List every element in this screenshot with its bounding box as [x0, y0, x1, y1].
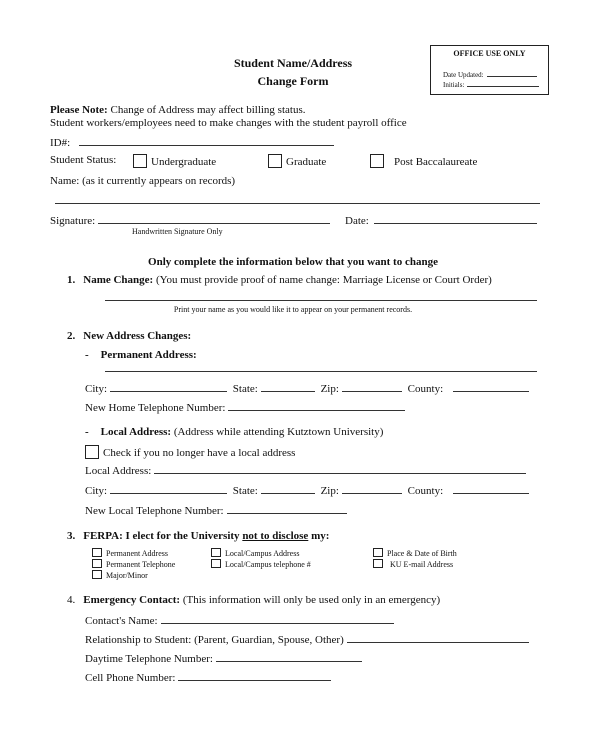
signature-label: Signature:	[50, 215, 96, 227]
city-label: City:	[85, 383, 108, 395]
section-2-number: 2.	[67, 330, 76, 342]
ferpa-option-label: Local/Campus telephone #	[225, 560, 311, 569]
local-city-field[interactable]	[110, 484, 227, 494]
local-address-label: Local Address:	[100, 426, 172, 438]
undergraduate-label: Undergraduate	[151, 156, 217, 168]
initials-label: Initials:	[443, 81, 465, 89]
name-label: Name: (as it currently appears on records)	[50, 175, 236, 187]
home-tel-label: New Home Telephone Number:	[85, 402, 226, 414]
state-label: State:	[232, 485, 258, 497]
perm-city-field[interactable]	[110, 382, 227, 392]
cell-phone-field[interactable]	[178, 671, 331, 681]
ferpa-option-label: Major/Minor	[106, 571, 148, 580]
perm-county-field[interactable]	[453, 382, 529, 392]
county-label: County:	[407, 383, 444, 395]
relationship-label: Relationship to Student: (Parent, Guardian, Spouse, Other)	[85, 634, 344, 646]
ferpa-option-label: KU E-mail Address	[390, 560, 454, 569]
local-address-field[interactable]	[154, 464, 526, 474]
post-bacc-label: Post Baccalaureate	[394, 156, 478, 168]
relationship-field[interactable]	[347, 633, 529, 643]
ferpa-permanent-address-checkbox[interactable]	[92, 548, 102, 557]
dash: -	[85, 349, 89, 361]
state-label: State:	[232, 383, 258, 395]
ferpa-option-label: Permanent Telephone	[106, 560, 176, 569]
daytime-tel-label: Daytime Telephone Number:	[85, 653, 213, 665]
ferpa-label: FERPA: I elect for the University	[83, 530, 243, 542]
daytime-tel-field[interactable]	[216, 652, 362, 662]
note-label: Please Note:	[50, 104, 108, 116]
note-text: Change of Address may affect billing status.	[107, 104, 306, 116]
graduate-label: Graduate	[286, 156, 327, 168]
date-field[interactable]	[374, 214, 537, 224]
ferpa-major-minor-checkbox[interactable]	[92, 570, 102, 579]
id-field[interactable]	[79, 136, 334, 146]
office-title: OFFICE USE ONLY	[453, 49, 526, 58]
dash: -	[85, 426, 89, 438]
home-tel-field[interactable]	[228, 401, 405, 411]
local-county-field[interactable]	[453, 484, 529, 494]
contact-name-field[interactable]	[161, 614, 394, 624]
section-1-number: 1.	[67, 274, 76, 286]
local-address-line-label: Local Address:	[85, 465, 152, 477]
post-bacc-checkbox[interactable]	[370, 154, 384, 168]
county-label: County:	[407, 485, 444, 497]
ferpa-label-end: my:	[308, 530, 330, 542]
section-3-number: 3.	[67, 530, 76, 542]
new-name-field[interactable]	[105, 300, 537, 301]
date-label: Date:	[345, 215, 369, 227]
current-name-field[interactable]	[55, 203, 540, 204]
instruction: Only complete the information below that you want to change	[148, 256, 438, 268]
student-status-label: Student Status:	[50, 154, 117, 166]
ferpa-email-checkbox[interactable]	[373, 559, 383, 568]
signature-field[interactable]	[98, 214, 330, 224]
address-changes-label: New Address Changes:	[83, 330, 192, 342]
cell-phone-label: Cell Phone Number:	[85, 672, 176, 684]
ferpa-not-disclose: not to disclose	[242, 530, 309, 542]
ferpa-permanent-telephone-checkbox[interactable]	[92, 559, 102, 568]
undergraduate-checkbox[interactable]	[133, 154, 147, 168]
local-state-field[interactable]	[261, 484, 315, 494]
name-change-note: (You must provide proof of name change: Marriage License or Court Order)	[153, 274, 492, 286]
local-address-note: (Address while attending Kutztown University)	[171, 426, 384, 438]
ferpa-option-label: Place & Date of Birth	[387, 549, 457, 558]
ferpa-local-telephone-checkbox[interactable]	[211, 559, 221, 568]
contact-name-label: Contact's Name:	[85, 615, 158, 627]
graduate-checkbox[interactable]	[268, 154, 282, 168]
emergency-contact-note: (This information will only be used only in an emergency)	[180, 594, 441, 606]
note-line2: Student workers/employees need to make changes with the student payroll office	[50, 117, 407, 129]
name-change-label: Name Change:	[83, 274, 154, 286]
ferpa-option-label: Local/Campus Address	[225, 549, 300, 558]
perm-state-field[interactable]	[261, 382, 315, 392]
ferpa-option-label: Permanent Address	[106, 549, 168, 558]
id-label: ID#:	[50, 137, 71, 149]
new-name-caption: Print your name as you would like it to appear on your permanent records.	[173, 305, 413, 314]
no-local-address-checkbox[interactable]	[85, 445, 99, 459]
local-zip-field[interactable]	[342, 484, 402, 494]
section-4-number: 4.	[67, 594, 76, 606]
city-label: City:	[85, 485, 108, 497]
local-tel-label: New Local Telephone Number:	[85, 505, 224, 517]
local-tel-field[interactable]	[227, 504, 347, 514]
ferpa-birth-checkbox[interactable]	[373, 548, 383, 557]
permanent-address-label: Permanent Address:	[100, 349, 197, 361]
signature-caption: Handwritten Signature Only	[132, 227, 223, 236]
zip-label: Zip:	[320, 485, 339, 497]
ferpa-local-address-checkbox[interactable]	[211, 548, 221, 557]
perm-zip-field[interactable]	[342, 382, 402, 392]
title-line1: Student Name/Address	[233, 56, 353, 70]
no-local-address-label: Check if you no longer have a local address	[103, 447, 296, 459]
permanent-address-field[interactable]	[105, 371, 537, 372]
emergency-contact-label: Emergency Contact:	[83, 594, 181, 606]
date-updated-label: Date Updated:	[443, 71, 484, 79]
title-line2: Change Form	[257, 74, 329, 88]
zip-label: Zip:	[320, 383, 339, 395]
